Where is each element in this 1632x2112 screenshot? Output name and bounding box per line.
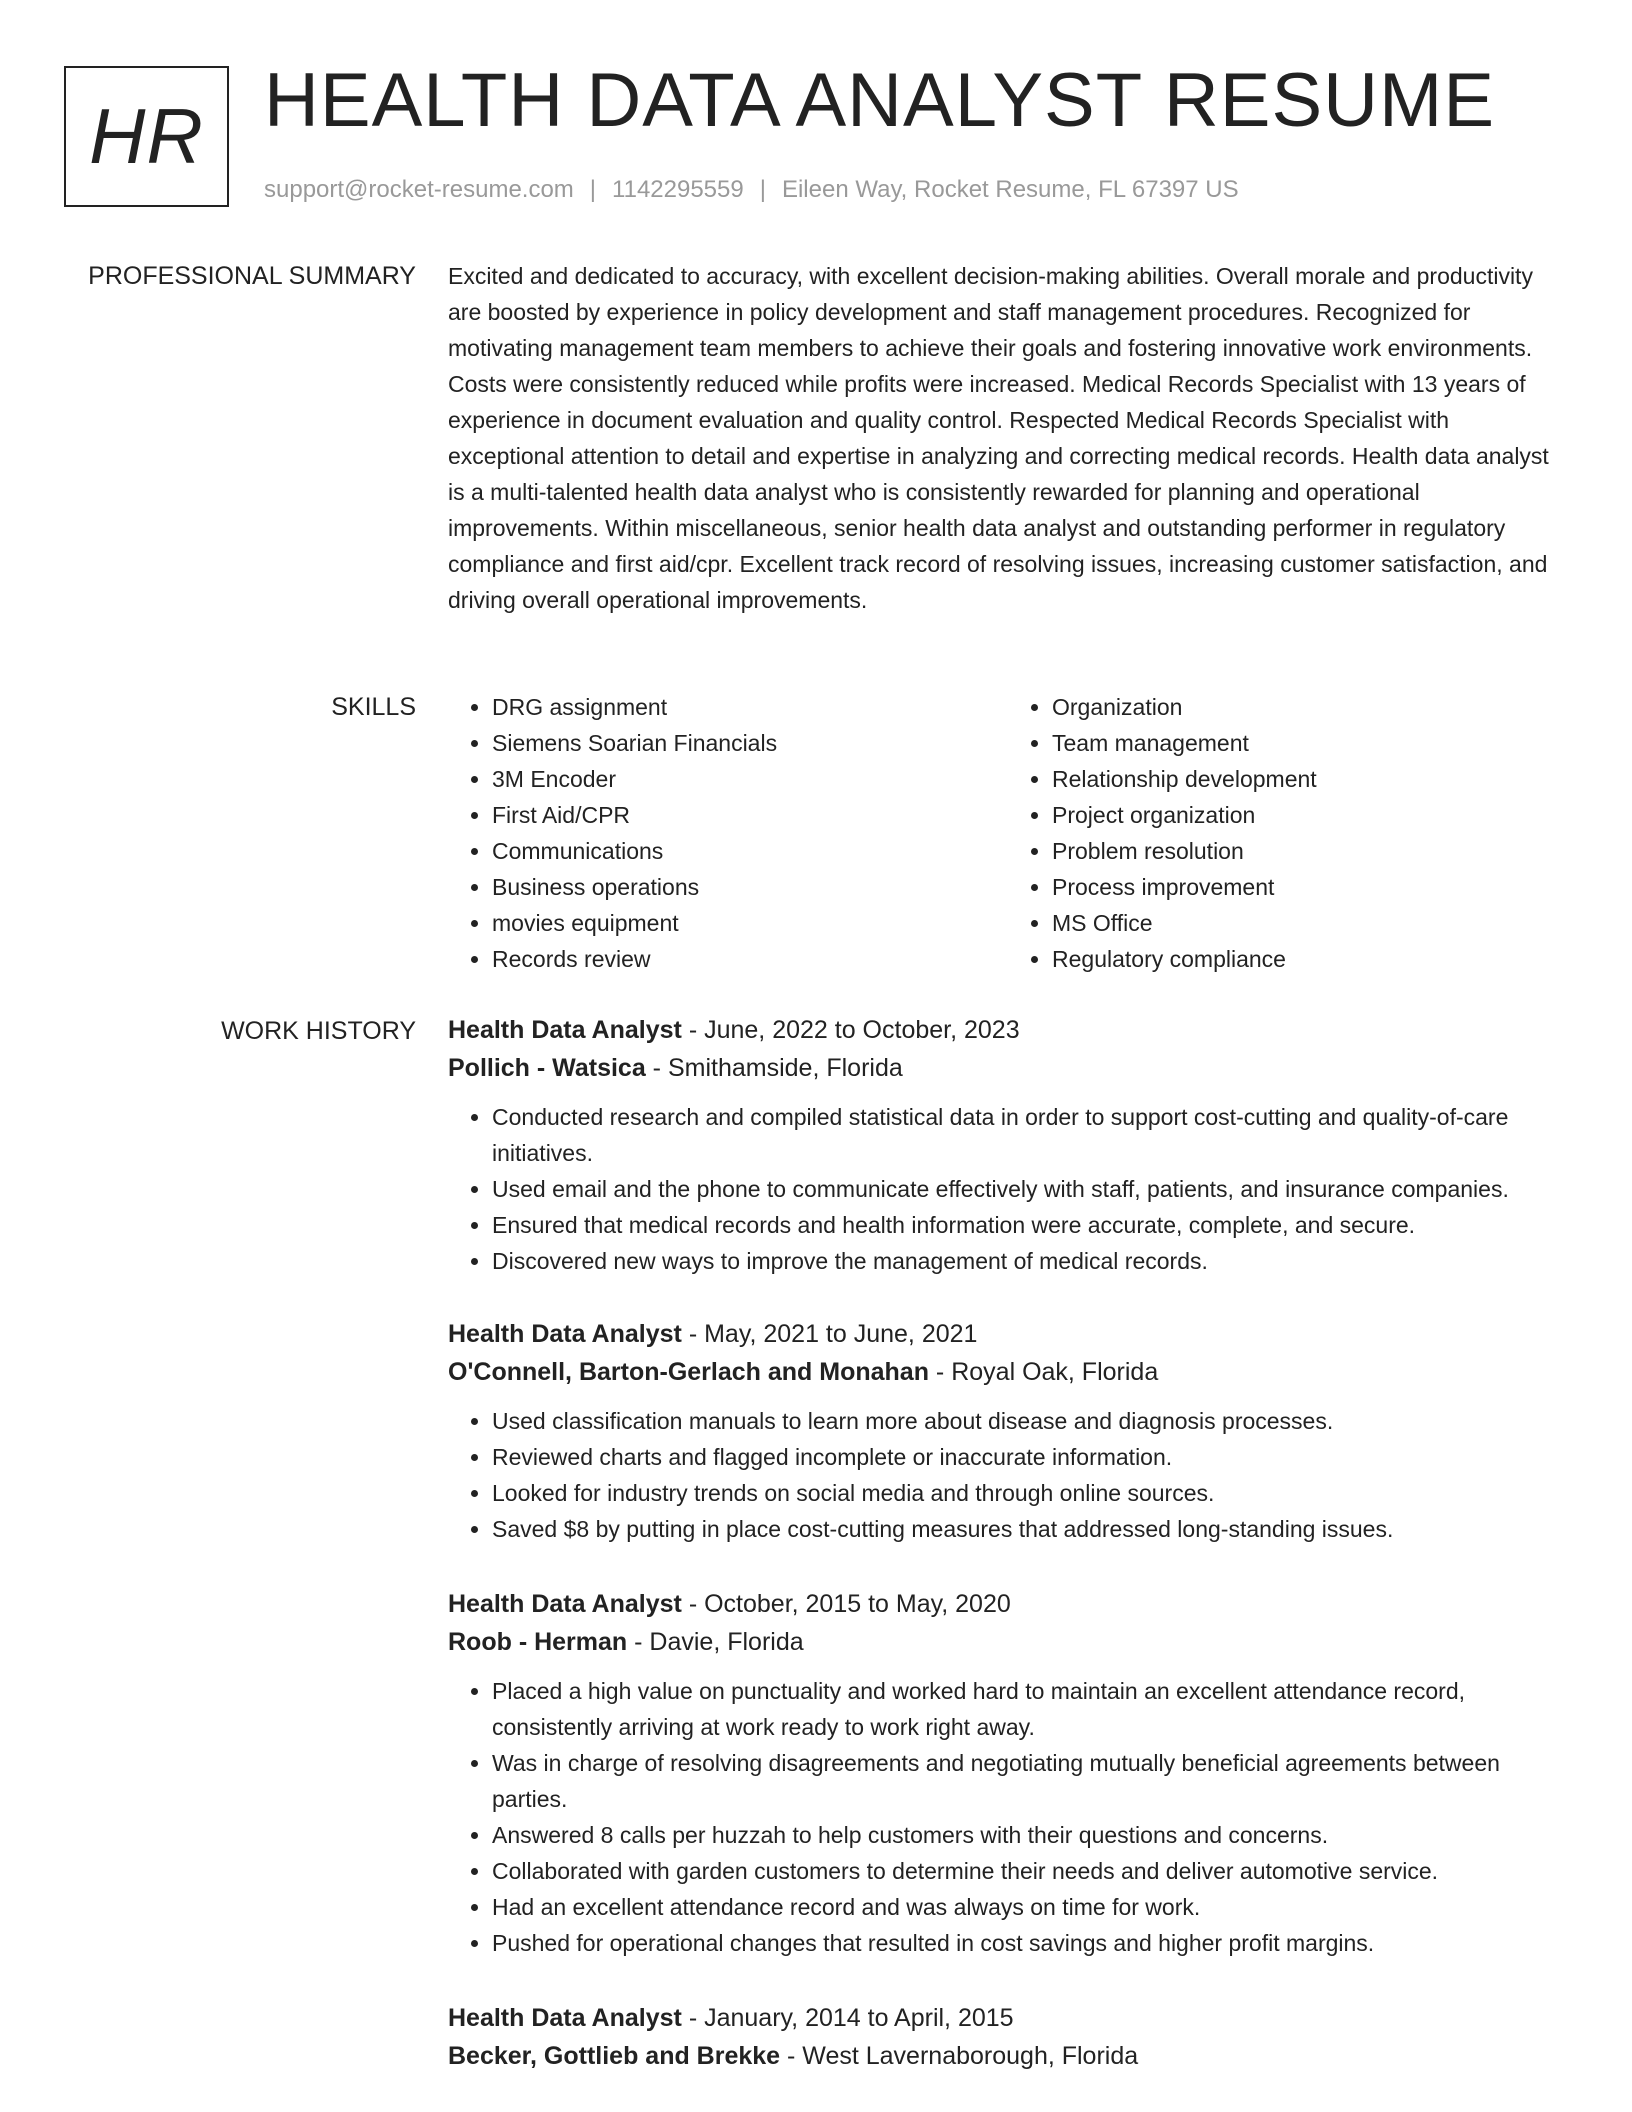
contact-line [264, 176, 1239, 204]
job-dates: - June, 2022 to October, 2023 [681, 1016, 1020, 1044]
summary-body [448, 258, 1568, 618]
contact-phone: 1142295559 [612, 176, 744, 203]
job-bullet: • Reviewed charts and flagged incomplete or inaccurate information. [492, 1439, 1568, 1475]
skill-item: • Communications [492, 833, 1008, 869]
skill-item: • Regulatory compliance [1052, 941, 1568, 977]
monogram-text: HR [89, 92, 204, 180]
job-bullet: • Saved $8 by putting in place cost-cutting measures that addressed long-standing issues. [492, 1511, 1568, 1547]
job-bullets [448, 1099, 1568, 1279]
contact-separator: | [589, 176, 597, 203]
skill-item: • Team management [1052, 725, 1568, 761]
job-location: - Davie, Florida [627, 1628, 804, 1656]
job-title: Health Data Analyst [448, 1320, 682, 1348]
skills-list-right [1008, 689, 1568, 977]
skill-item: • movies equipment [492, 905, 1008, 941]
job-bullet: • Had an excellent attendance record and was always on time for work. [492, 1889, 1568, 1925]
job-company: Pollich - Watsica [448, 1054, 646, 1082]
page-title: HEALTH DATA ANALYST RESUME [264, 58, 1496, 143]
job-bullet: • Looked for industry trends on social media and through online sources. [492, 1475, 1568, 1511]
skill-item: • Business operations [492, 869, 1008, 905]
skills-columns [448, 689, 1568, 977]
skill-item: • MS Office [1052, 905, 1568, 941]
skills-list-left [448, 689, 1008, 977]
job-title-line [448, 1315, 1568, 1353]
skill-item: • Records review [492, 941, 1008, 977]
monogram-box [64, 66, 229, 207]
job-bullets [448, 1673, 1568, 1961]
job-title: Health Data Analyst [448, 1590, 682, 1618]
job-bullet: • Discovered new ways to improve the management of medical records. [492, 1243, 1568, 1279]
skill-item: • DRG assignment [492, 689, 1008, 725]
job-title: Health Data Analyst [448, 2004, 682, 2032]
job-bullet: • Pushed for operational changes that resulted in cost savings and higher profit margins. [492, 1925, 1568, 1961]
job-title-line [448, 1585, 1568, 1623]
job-entry [448, 1315, 1568, 1547]
job-location: - West Lavernaborough, Florida [780, 2042, 1139, 2070]
work-history-body [448, 1011, 1568, 2075]
job-bullet: • Answered 8 calls per huzzah to help customers with their questions and concerns. [492, 1817, 1568, 1853]
job-dates: - October, 2015 to May, 2020 [681, 1590, 1011, 1618]
job-company-line [448, 1353, 1568, 1391]
skill-item: • Organization [1052, 689, 1568, 725]
job-title-line [448, 1011, 1568, 1049]
job-bullet: • Ensured that medical records and health information were accurate, complete, and secure. [492, 1207, 1568, 1243]
summary-heading: PROFESSIONAL SUMMARY [88, 262, 416, 290]
job-company: O'Connell, Barton-Gerlach and Monahan [448, 1358, 929, 1386]
job-bullet: • Placed a high value on punctuality and worked hard to maintain an excellent attendance record, consistently arriving at work ready to work right away. [492, 1673, 1568, 1745]
contact-address: Eileen Way, Rocket Resume, FL 67397 US [781, 176, 1239, 203]
job-title-line [448, 1999, 1568, 2037]
job-bullet: • Conducted research and compiled statistical data in order to support cost-cutting and quality-of-care initiatives. [492, 1099, 1568, 1171]
job-company: Becker, Gottlieb and Brekke [448, 2042, 781, 2070]
job-bullet: • Used email and the phone to communicate effectively with staff, patients, and insurance companies. [492, 1171, 1568, 1207]
job-location: - Royal Oak, Florida [928, 1358, 1159, 1386]
job-bullets [448, 1403, 1568, 1547]
job-entry [448, 1011, 1568, 1279]
job-entry [448, 1999, 1568, 2075]
job-bullet: • Was in charge of resolving disagreements and negotiating mutually beneficial agreements between parties. [492, 1745, 1568, 1817]
job-company-line [448, 2037, 1568, 2075]
job-title: Health Data Analyst [448, 1016, 682, 1044]
skill-item: • Project organization [1052, 797, 1568, 833]
job-dates: - May, 2021 to June, 2021 [681, 1320, 978, 1348]
job-company-line [448, 1623, 1568, 1661]
job-dates: - January, 2014 to April, 2015 [681, 2004, 1014, 2032]
skill-item: • 3M Encoder [492, 761, 1008, 797]
work-history-heading: WORK HISTORY [221, 1017, 416, 1045]
job-bullet: • Used classification manuals to learn more about disease and diagnosis processes. [492, 1403, 1568, 1439]
job-company-line [448, 1049, 1568, 1087]
job-bullet: • Collaborated with garden customers to determine their needs and deliver automotive service. [492, 1853, 1568, 1889]
skill-item: • First Aid/CPR [492, 797, 1008, 833]
skill-item: • Siemens Soarian Financials [492, 725, 1008, 761]
skill-item: • Problem resolution [1052, 833, 1568, 869]
job-entry [448, 1585, 1568, 1961]
contact-email: support@rocket-resume.com [264, 176, 574, 203]
skill-item: • Process improvement [1052, 869, 1568, 905]
skills-heading: SKILLS [331, 693, 416, 721]
summary-text: Excited and dedicated to accuracy, with excellent decision-making abilities. Overall morale and productivity are boosted by experience in policy development and staff management procedures. Recognized for motivating management team members to achieve their goals and fostering innovative work environments. Costs were consistently reduced while profits were increased. Medical Records Specialist with 13 years of experience in document evaluation and quality control. Respected Medical Records Specialist with exceptional attention to detail and expertise in analyzing and correcting medical records. Health data analyst is a multi-talented health data analyst who is consistently rewarded for planning and operational improvements. Within miscellaneous, senior health data analyst and outstanding performer in regulatory compliance and first aid/cpr. Excellent track record of resolving issues, increasing customer satisfaction, and driving overall operational improvements. [448, 263, 1549, 613]
job-location: - Smithamside, Florida [645, 1054, 903, 1082]
job-company: Roob - Herman [448, 1628, 628, 1656]
skill-item: • Relationship development [1052, 761, 1568, 797]
contact-separator: | [759, 176, 766, 203]
